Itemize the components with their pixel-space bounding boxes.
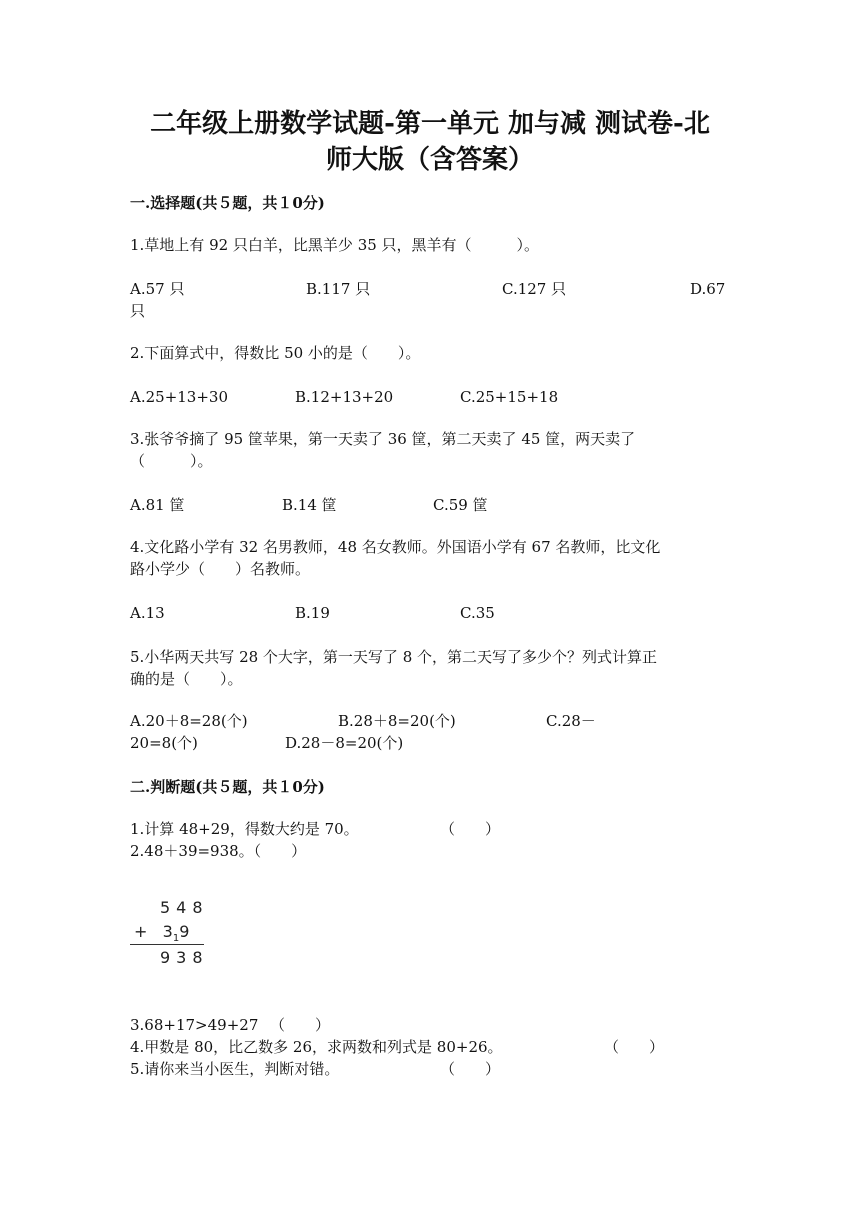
carry-digit: 1 xyxy=(172,933,180,944)
question-5-wrap: 确的是（ ）。 xyxy=(130,670,243,688)
vertical-second-row xyxy=(134,922,190,944)
option-2c: C.25+15+18 xyxy=(460,388,559,406)
judgment-4-bracket: （ ） xyxy=(604,1038,665,1056)
option-1d-wrap: 只 xyxy=(130,302,146,320)
section-heading-choice: 一.选择题(共５题，共１0分) xyxy=(130,194,325,212)
judgment-1: 1.计算 48+29，得数大约是 70。 xyxy=(130,820,359,838)
vertical-result: 938 xyxy=(160,948,209,967)
option-1d: D.67 xyxy=(690,280,726,298)
judgment-1-bracket: （ ） xyxy=(440,820,501,838)
judgment-3-bracket: （ ） xyxy=(270,1016,331,1034)
option-3b: B.14 筐 xyxy=(282,496,337,514)
section-heading-judgment: 二.判断题(共５题，共１0分) xyxy=(130,778,325,796)
option-5a: A.20＋8=28(个) xyxy=(130,712,248,730)
second-digit-b: 9 xyxy=(179,922,190,941)
plus-sign: + xyxy=(134,922,148,941)
option-4b: B.19 xyxy=(295,604,330,622)
question-4-wrap: 路小学少（ ）名教师。 xyxy=(130,560,311,578)
option-2a: A.25+13+30 xyxy=(130,388,228,406)
option-1b: B.117 只 xyxy=(306,280,371,298)
option-1c: C.127 只 xyxy=(502,280,567,298)
option-3a: A.81 筐 xyxy=(130,496,185,514)
question-2: 2.下面算式中，得数比 50 小的是（ ）。 xyxy=(130,344,421,362)
option-5c-wrap: 20=8(个) xyxy=(130,734,198,752)
option-2b: B.12+13+20 xyxy=(295,388,394,406)
judgment-4: 4.甲数是 80，比乙数多 26，求两数和列式是 80+26。 xyxy=(130,1038,503,1056)
option-5c: C.28－ xyxy=(546,712,596,730)
document-title xyxy=(90,106,770,178)
question-3-wrap: （ ）。 xyxy=(130,452,213,470)
judgment-2: 2.48＋39=938。（ ） xyxy=(130,842,307,860)
vertical-top-number: 548 xyxy=(160,898,209,917)
judgment-3: 3.68+17>49+27 xyxy=(130,1016,259,1034)
judgment-5-bracket: （ ） xyxy=(440,1060,501,1078)
judgment-5: 5.请你来当小医生，判断对错。 xyxy=(130,1060,340,1078)
sum-line xyxy=(130,944,204,945)
question-4: 4.文化路小学有 32 名男教师，48 名女教师。外国语小学有 67 名教师，比文化 xyxy=(130,538,661,556)
title-line-2: 师大版（含答案） xyxy=(325,145,534,175)
question-1: 1.草地上有 92 只白羊，比黑羊少 35 只，黑羊有（ ）。 xyxy=(130,236,540,254)
title-line-1: 二年级上册数学试题-第一单元 加与减 测试卷-北 xyxy=(150,109,710,139)
question-3: 3.张爷爷摘了 95 筐苹果，第一天卖了 36 筐，第二天卖了 45 筐，两天卖了 xyxy=(130,430,636,448)
vertical-addition xyxy=(130,896,220,976)
question-5: 5.小华两天共写 28 个大字，第一天写了 8 个，第二天写了多少个？列式计算正 xyxy=(130,648,658,666)
option-5d: D.28－8=20(个) xyxy=(285,734,404,752)
option-4c: C.35 xyxy=(460,604,495,622)
option-1a: A.57 只 xyxy=(130,280,185,298)
second-digit-a: 3 xyxy=(162,922,173,941)
option-5b: B.28＋8=20(个) xyxy=(338,712,456,730)
option-4a: A.13 xyxy=(130,604,165,622)
option-3c: C.59 筐 xyxy=(433,496,488,514)
